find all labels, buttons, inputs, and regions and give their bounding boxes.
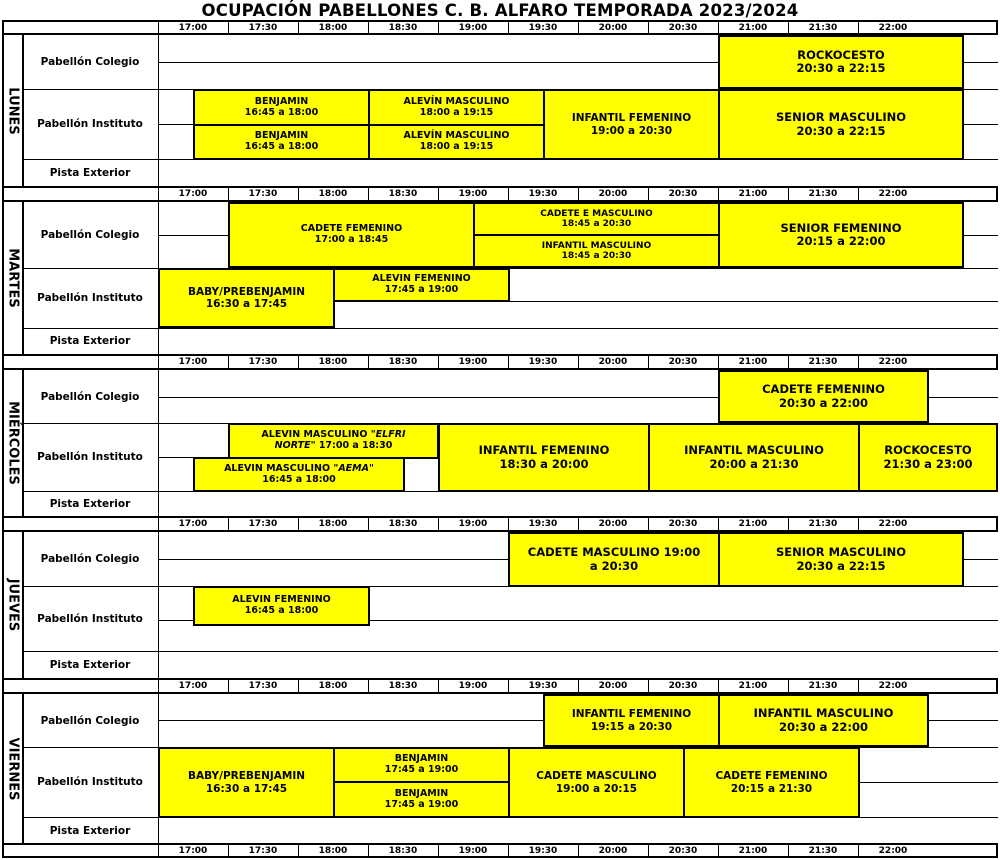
time-label: 18:00: [318, 846, 348, 856]
row-label-instituto: Pabellón Instituto: [37, 612, 143, 625]
time-label: 17:30: [248, 846, 278, 856]
activity-block: INFANTIL MASCULINO 20:30 a 22:00: [718, 694, 929, 747]
time-label: 21:00: [738, 846, 768, 856]
time-label: 22:00: [878, 23, 908, 33]
activity-block: SENIOR MASCULINO 20:30 a 22:15: [718, 532, 964, 587]
time-tick: [228, 845, 229, 858]
time-label: 22:00: [878, 846, 908, 856]
time-label: 21:30: [808, 357, 838, 367]
activity-block: ALEVÍN MASCULINO 18:00 a 19:15: [368, 89, 545, 126]
row-separator: [22, 651, 998, 652]
day-separator: [4, 678, 998, 680]
day-separator: [4, 516, 998, 518]
row-label-colegio: Pabellón Colegio: [40, 390, 140, 403]
time-label: 18:30: [388, 681, 418, 691]
row-label-exterior: Pista Exterior: [49, 497, 131, 510]
time-label: 19:00: [458, 681, 488, 691]
time-label: 19:30: [528, 681, 558, 691]
column-separator: [158, 532, 159, 678]
time-label: 19:30: [528, 357, 558, 367]
activity-block: INFANTIL FEMENINO 19:00 a 20:30: [543, 89, 720, 160]
activity-block: INFANTIL FEMENINO 18:30 a 20:00: [438, 423, 650, 492]
time-label: 20:30: [668, 846, 698, 856]
activity-block: BENJAMIN 16:45 a 18:00: [193, 124, 370, 160]
time-label: 19:30: [528, 189, 558, 199]
time-label: 17:00: [178, 189, 208, 199]
time-label: 18:30: [388, 519, 418, 529]
row-label-colegio: Pabellón Colegio: [40, 229, 140, 241]
column-separator: [158, 35, 159, 186]
time-label: 18:00: [318, 23, 348, 33]
time-tick: [718, 845, 719, 858]
activity-block: CADETE MASCULINO 19:00 a 20:30: [508, 532, 720, 587]
time-label: 21:30: [808, 189, 838, 199]
activity-block: BENJAMIN 16:45 a 18:00: [193, 89, 370, 126]
time-label: 21:00: [738, 357, 768, 367]
time-label: 19:00: [458, 357, 488, 367]
activity-block: BABY/PREBENJAMIN 16:30 a 17:45: [158, 268, 335, 328]
activity-block: CADETE MASCULINO 19:00 a 20:15: [508, 747, 685, 818]
time-tick: [368, 845, 369, 858]
time-label: 21:00: [738, 189, 768, 199]
time-label: 18:30: [388, 189, 418, 199]
activity-block: BENJAMIN 17:45 a 19:00: [333, 781, 510, 818]
time-tick: [858, 845, 859, 858]
time-label: 17:00: [178, 681, 208, 691]
time-label: 20:30: [668, 681, 698, 691]
time-tick: [648, 845, 649, 858]
time-label: 21:00: [738, 23, 768, 33]
time-label: 18:00: [318, 357, 348, 367]
row-label-exterior: Pista Exterior: [49, 824, 131, 837]
activity-block: CADETE FEMENINO 17:00 a 18:45: [228, 202, 475, 268]
time-tick: [788, 845, 789, 858]
day-separator: [4, 843, 998, 845]
activity-block: ALEVIN MASCULINO "AEMA" 16:45 a 18:00: [193, 457, 405, 492]
time-label: 21:30: [808, 519, 838, 529]
time-tick: [158, 845, 159, 858]
time-label: 21:30: [808, 23, 838, 33]
time-label: 19:30: [528, 846, 558, 856]
time-tick: [298, 845, 299, 858]
row-label-instituto: Pabellón Instituto: [37, 451, 143, 463]
time-label: 20:00: [598, 189, 628, 199]
activity-block: INFANTIL FEMENINO 19:15 a 20:30: [543, 694, 720, 747]
time-label: 18:30: [388, 23, 418, 33]
time-tick: [578, 845, 579, 858]
activity-block: BENJAMIN 17:45 a 19:00: [333, 747, 510, 783]
time-label: 21:30: [808, 681, 838, 691]
time-label: 19:30: [528, 519, 558, 529]
row-label-colegio: Pabellón Colegio: [40, 714, 140, 727]
time-label: 17:30: [248, 519, 278, 529]
time-label: 22:00: [878, 189, 908, 199]
time-label: 18:00: [318, 681, 348, 691]
row-label-exterior: Pista Exterior: [49, 335, 131, 347]
activity-block: BABY/PREBENJAMIN 16:30 a 17:45: [158, 747, 335, 818]
activity-block: SENIOR FEMENINO 20:15 a 22:00: [718, 202, 964, 268]
activity-block: ROCKOCESTO 20:30 a 22:15: [718, 35, 964, 89]
time-label: 17:00: [178, 519, 208, 529]
activity-block: ALEVÍN MASCULINO 18:00 a 19:15: [368, 124, 545, 160]
activity-block: INFANTIL MASCULINO 20:00 a 21:30: [648, 423, 860, 492]
day-label: MIÉRCOLES: [4, 370, 24, 516]
activity-block: ROCKOCESTO 21:30 a 23:00: [858, 423, 998, 492]
time-header: [158, 845, 998, 858]
day-label: VIERNES: [4, 694, 24, 844]
time-label: 17:00: [178, 357, 208, 367]
row-label-instituto: Pabellón Instituto: [37, 292, 143, 304]
row-label-exterior: Pista Exterior: [49, 658, 131, 671]
time-label: 21:00: [738, 519, 768, 529]
day-label: JUEVES: [4, 532, 24, 678]
time-label: 20:00: [598, 23, 628, 33]
time-label: 22:00: [878, 519, 908, 529]
page-title: OCUPACIÓN PABELLONES C. B. ALFARO TEMPORADA 2023/2024: [201, 1, 799, 20]
row-label-instituto: Pabellón Instituto: [37, 118, 143, 130]
time-label: 19:00: [458, 846, 488, 856]
time-label: 20:00: [598, 519, 628, 529]
activity-block: ALEVIN FEMENINO 16:45 a 18:00: [193, 586, 370, 626]
row-label-colegio: Pabellón Colegio: [40, 56, 140, 68]
time-label: 20:30: [668, 23, 698, 33]
row-label-instituto: Pabellón Instituto: [37, 776, 143, 788]
time-label: 17:00: [178, 846, 208, 856]
activity-block: CADETE FEMENINO 20:15 a 21:30: [683, 747, 860, 818]
time-label: 19:00: [458, 23, 488, 33]
time-label: 19:00: [458, 189, 488, 199]
activity-block: INFANTIL MASCULINO 18:45 a 20:30: [473, 234, 720, 268]
time-label: 17:00: [178, 23, 208, 33]
row-label-exterior: Pista Exterior: [49, 167, 131, 179]
time-label: 17:30: [248, 23, 278, 33]
time-label: 18:00: [318, 189, 348, 199]
time-label: 18:30: [388, 846, 418, 856]
time-label: 19:30: [528, 23, 558, 33]
day-separator: [4, 186, 998, 188]
column-separator: [158, 370, 159, 516]
activity-block: ALEVIN FEMENINO 17:45 a 19:00: [333, 268, 510, 302]
day-label: LUNES: [4, 35, 24, 186]
time-label: 20:00: [598, 357, 628, 367]
time-label: 20:00: [598, 846, 628, 856]
time-label: 20:30: [668, 519, 698, 529]
day-separator: [4, 354, 998, 356]
time-label: 18:30: [388, 357, 418, 367]
row-separator: [22, 328, 998, 329]
time-label: 20:30: [668, 357, 698, 367]
time-label: 21:00: [738, 681, 768, 691]
time-label: 17:30: [248, 189, 278, 199]
activity-block: CADETE FEMENINO 20:30 a 22:00: [718, 370, 929, 423]
time-label: 20:30: [668, 189, 698, 199]
activity-block: SENIOR MASCULINO 20:30 a 22:15: [718, 89, 964, 160]
day-label: MARTES: [4, 202, 24, 354]
time-label: 17:30: [248, 357, 278, 367]
row-label-colegio: Pabellón Colegio: [40, 553, 140, 565]
time-label: 17:30: [248, 681, 278, 691]
time-label: 20:00: [598, 681, 628, 691]
activity-block: CADETE E MASCULINO 18:45 a 20:30: [473, 202, 720, 236]
time-label: 22:00: [878, 681, 908, 691]
time-tick: [508, 845, 509, 858]
time-label: 18:00: [318, 519, 348, 529]
time-label: 22:00: [878, 357, 908, 367]
time-tick: [438, 845, 439, 858]
activity-block: ALEVIN MASCULINO "ELFRI NORTE" 17:00 a 18:30: [228, 423, 439, 459]
time-label: 21:30: [808, 846, 838, 856]
time-label: 19:00: [458, 519, 488, 529]
